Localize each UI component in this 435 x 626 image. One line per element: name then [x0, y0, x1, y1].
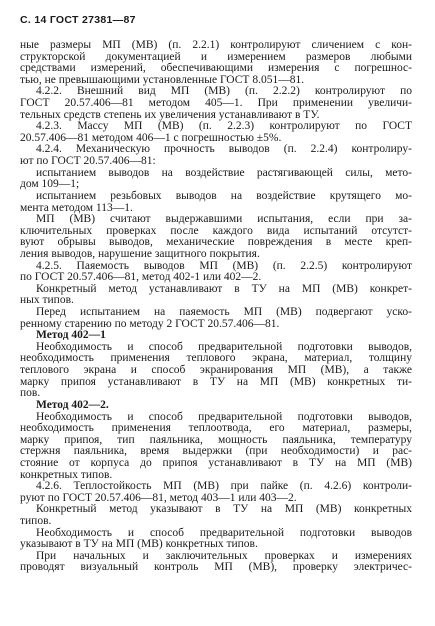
body-text: [20, 40, 412, 574]
text-line: Необходимость и способ предварительной подготовки выводов,: [36, 410, 412, 423]
text-line: Метод 402—1: [36, 329, 106, 342]
text-line: ные размеры МП (МВ) (п. 2.2.1) контролируют сличением с кон-: [20, 39, 412, 51]
text-line: тельных средств степень их увеличения устанавливают в ТУ.: [20, 108, 320, 121]
text-line: стержня паяльника, время выдержки (при необходимости) и рас-: [20, 445, 412, 458]
text-line: ных типов.: [20, 294, 74, 307]
text-line: МП (МВ) считают выдержавшими испытания, если при за-: [36, 213, 412, 226]
text-line: Необходимость и способ предварительной подготовки выводов: [36, 526, 412, 539]
text-line: испытанием резьбовых выводов на воздействие крутящего мо-: [36, 189, 412, 202]
text-line: 20.57.406—81 методом 406—1 с погрешностью ±5%.: [20, 131, 282, 144]
text-line: пов.: [20, 387, 41, 400]
text-line: 4.2.4. Механическую прочность выводов (п. 2.2.4) контролиру-: [36, 143, 412, 156]
text-line: стояние от корпуса до припоя устанавливают в ТУ на МП (МВ): [20, 456, 412, 469]
text-line: руют по ГОСТ 20.57.406—81, метод 403—1 или 403—2.: [20, 491, 297, 504]
text-line: ренному старению по методу 2 ГОСТ 20.57.406—81.: [20, 317, 280, 330]
text-line: теплового экрана и способ экранирования МП (МВ), а также: [20, 364, 412, 377]
text-line: ют по ГОСТ 20.57.406—81:: [20, 155, 156, 168]
text-line: типов.: [20, 514, 52, 527]
text-line: При начальных и заключительных проверках и измерениях: [36, 549, 412, 562]
text-line: Конкретный метод устанавливают в ТУ на МП (МВ) конкрет-: [36, 282, 412, 295]
text-line: 4.2.3. Массу МП (МВ) (п. 2.2.3) контролируют по ГОСТ: [36, 120, 412, 133]
text-line: ГОСТ 20.57.406—81 методом 405—1. При применении увеличи-: [20, 97, 412, 110]
text-line: средствами измерений, обеспечивающими измерения с погрешнос-: [20, 62, 412, 75]
text-line: испытанием выводов на воздействие растягивающей силы, мето-: [36, 166, 412, 179]
text-line: Метод 402—2.: [36, 398, 109, 411]
text-line: необходимость применения теплового экрана, материал, толщину: [20, 352, 412, 365]
text-line: указывают в ТУ на МП (МВ) конкретных типов.: [20, 538, 258, 551]
text-line: по ГОСТ 20.57.406—81, метод 402-1 или 402—2.: [20, 271, 262, 284]
text-line: тью, не превышающими установленные ГОСТ 8.051—81.: [20, 73, 305, 86]
text-line: 4.2.5. Паяемость выводов МП (МВ) (п. 2.2.5) контролируют: [36, 259, 412, 272]
text-line: марку припоя устанавливают в ТУ на МП (МВ) конкретных ти-: [20, 375, 412, 388]
text-line: Конкретный метод указывают в ТУ на МП (МВ) конкретных: [36, 503, 412, 516]
text-line: 4.2.6. Теплостойкость МП (МВ) при пайке (п. 4.2.6) контроли-: [36, 480, 412, 493]
text-line: вуют обрывы выводов, механические повреждения в месте креп-: [20, 236, 412, 249]
text-line: ключительных проверках после каждого вида испытаний отсутст-: [20, 224, 412, 237]
text-line: дом 109—1;: [20, 178, 80, 191]
text-line: структорской документацией и измерением размеров любыми: [20, 50, 412, 63]
text-line: 4.2.2. Внешний вид МП (МВ) (п. 2.2.2) контролируют по: [36, 85, 412, 98]
text-line: необходимость применения теплоотвода, его материал, размеры,: [20, 422, 412, 435]
page-header: С. 14 ГОСТ 27381—87: [20, 14, 136, 26]
text-line: марку припоя, тип паяльника, мощность паяльника, температуру: [20, 433, 412, 446]
text-line: Перед испытанием на паяемость МП (МВ) подвергают уско-: [36, 306, 412, 319]
text-line: конкретных типов.: [20, 468, 113, 481]
text-line: мента методом 113—1.: [20, 201, 133, 214]
text-line: Необходимость и способ предварительной подготовки выводов,: [36, 340, 412, 353]
text-line: ления выводов, нарушение защитного покрытия.: [20, 247, 260, 260]
text-line: проводят визуальный контроль МП (МВ), проверку электричес-: [20, 561, 412, 574]
